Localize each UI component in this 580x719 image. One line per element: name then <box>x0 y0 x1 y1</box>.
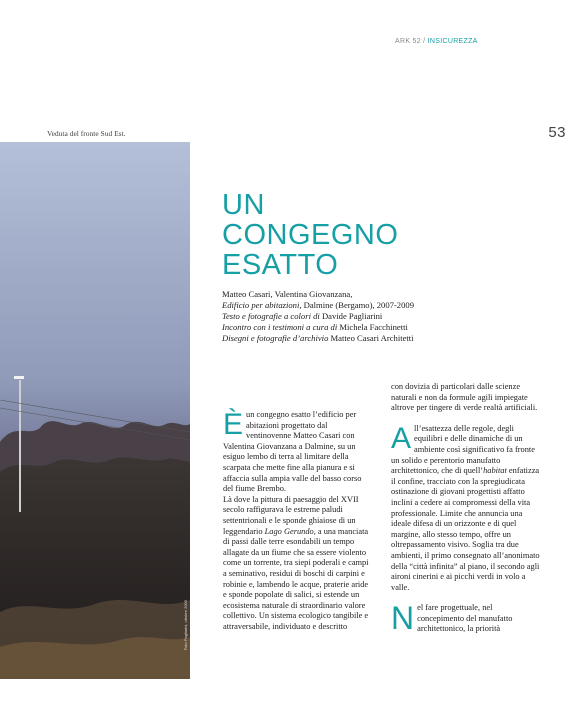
credit-project-rest: Dalmine (Bergamo), 2007-2009 <box>301 300 414 310</box>
paragraph-text: enfatizza il confine, tracciato con la spregiudicata ostinazione di giovani progettisti affatto inclini a cedere ai compromessi della vita professionale. Limite che annuncia una ideale difesa di un orizzonte e di quel margine, allo stesso tempo, offre un oltrepassamento visivo. Soglia tra due ambienti, il primo consegnato all’anonimato della “città infinita” al piano, il secondo agli aironi cinerini e ai picchi verdi in volo a valle. <box>391 466 540 592</box>
paragraph-text: Là dove la pittura di paesaggio del XVII secolo raffigurava le estreme paludi settentrionali e le sponde ghiaiose di un leggendario <box>223 494 359 536</box>
article-title <box>222 190 398 280</box>
header-issue: ARK 52 / <box>395 38 428 45</box>
photo-twilight-landscape <box>0 142 190 679</box>
page-number: 53 <box>548 124 566 141</box>
header-section: INSICUREZZA <box>427 38 478 45</box>
credit-authors: Matteo Casari, Valentina Giovanzana, <box>222 289 353 299</box>
title-line-3: ESATTO <box>222 249 339 281</box>
paragraph <box>223 495 371 633</box>
paragraph: con dovizia di particolari dalle scienze naturali e non da formule agili impiegate altrove per tingere di verde realtà artificiali. <box>391 382 538 413</box>
paragraph-text: el fare progettuale, nel concepimento del manufatto architettonico, la priorità <box>417 603 513 634</box>
article-credits <box>222 289 522 344</box>
photo-credit: Foto Pagliarini, ottobre 2009 <box>183 600 188 651</box>
paragraph <box>391 600 541 637</box>
paragraph-text: un congegno esatto l’edificio per abitazioni progettato dal ventinovenne Matteo Casari con Valentina Giovanzana a Dalmine, su un esiguo lembo di terra al limitare della scarpata che mette fine alla pianura e si affaccia sulla ampia valle del basso corso del fiume Brembo. <box>223 410 362 494</box>
title-line-1: UN <box>222 189 265 221</box>
credit-project <box>222 300 522 311</box>
credit-project-italic: Edificio per abitazioni, <box>222 300 302 310</box>
credit-drawings-name: Matteo Casari Architetti <box>328 333 414 343</box>
credit-drawings-italic: Disegni e fotografie d’archivio <box>222 333 329 343</box>
paragraph-italic: habitat <box>483 466 507 476</box>
paragraph <box>223 410 371 495</box>
credit-text-italic: Testo e fotografie a colori di <box>222 311 320 321</box>
drop-cap: A <box>391 421 412 455</box>
text-column-1 <box>223 410 371 632</box>
credit-text <box>222 311 522 322</box>
paragraph <box>391 421 541 594</box>
drop-cap: È <box>223 408 244 441</box>
credit-drawings <box>222 333 522 344</box>
credit-text-name: Davide Pagliarini <box>319 311 383 321</box>
paragraph-text: ll’esattezza delle regole, degli equilibri e delle dinamiche di un ambiente così significativo fa fronte un solido e perentorio manufatto architettonico, che di quell’ <box>391 423 535 476</box>
drop-cap: N <box>391 600 415 637</box>
text-column-2 <box>391 382 541 635</box>
paragraph-italic: Lago Gerundo <box>264 526 314 536</box>
paragraph-gap <box>391 414 541 424</box>
credit-meeting-name: Michela Facchinetti <box>337 322 408 332</box>
credit-meeting <box>222 322 522 333</box>
credit-meeting-italic: Incontro con i testimoni a cura di <box>222 322 338 332</box>
running-header <box>395 38 478 45</box>
photo-caption: Veduta del fronte Sud Est. <box>47 129 126 138</box>
paragraph-text: , a una manciata di passi dalle terre esondabili un tempo allagate da un fiume che sa essere violento come un torrente, tra siepi poderali e campi a seminativo, residui di boschi di carpini e robinie e, lambendo le acque, praterie aride e sponde popolate di salici, si estende un ecosistema naturale di straordinario valore collettivo. Un sistema ecologico tangibile e attraversabile, individuato e descritto <box>223 526 369 631</box>
title-line-2: CONGEGNO <box>222 219 399 251</box>
